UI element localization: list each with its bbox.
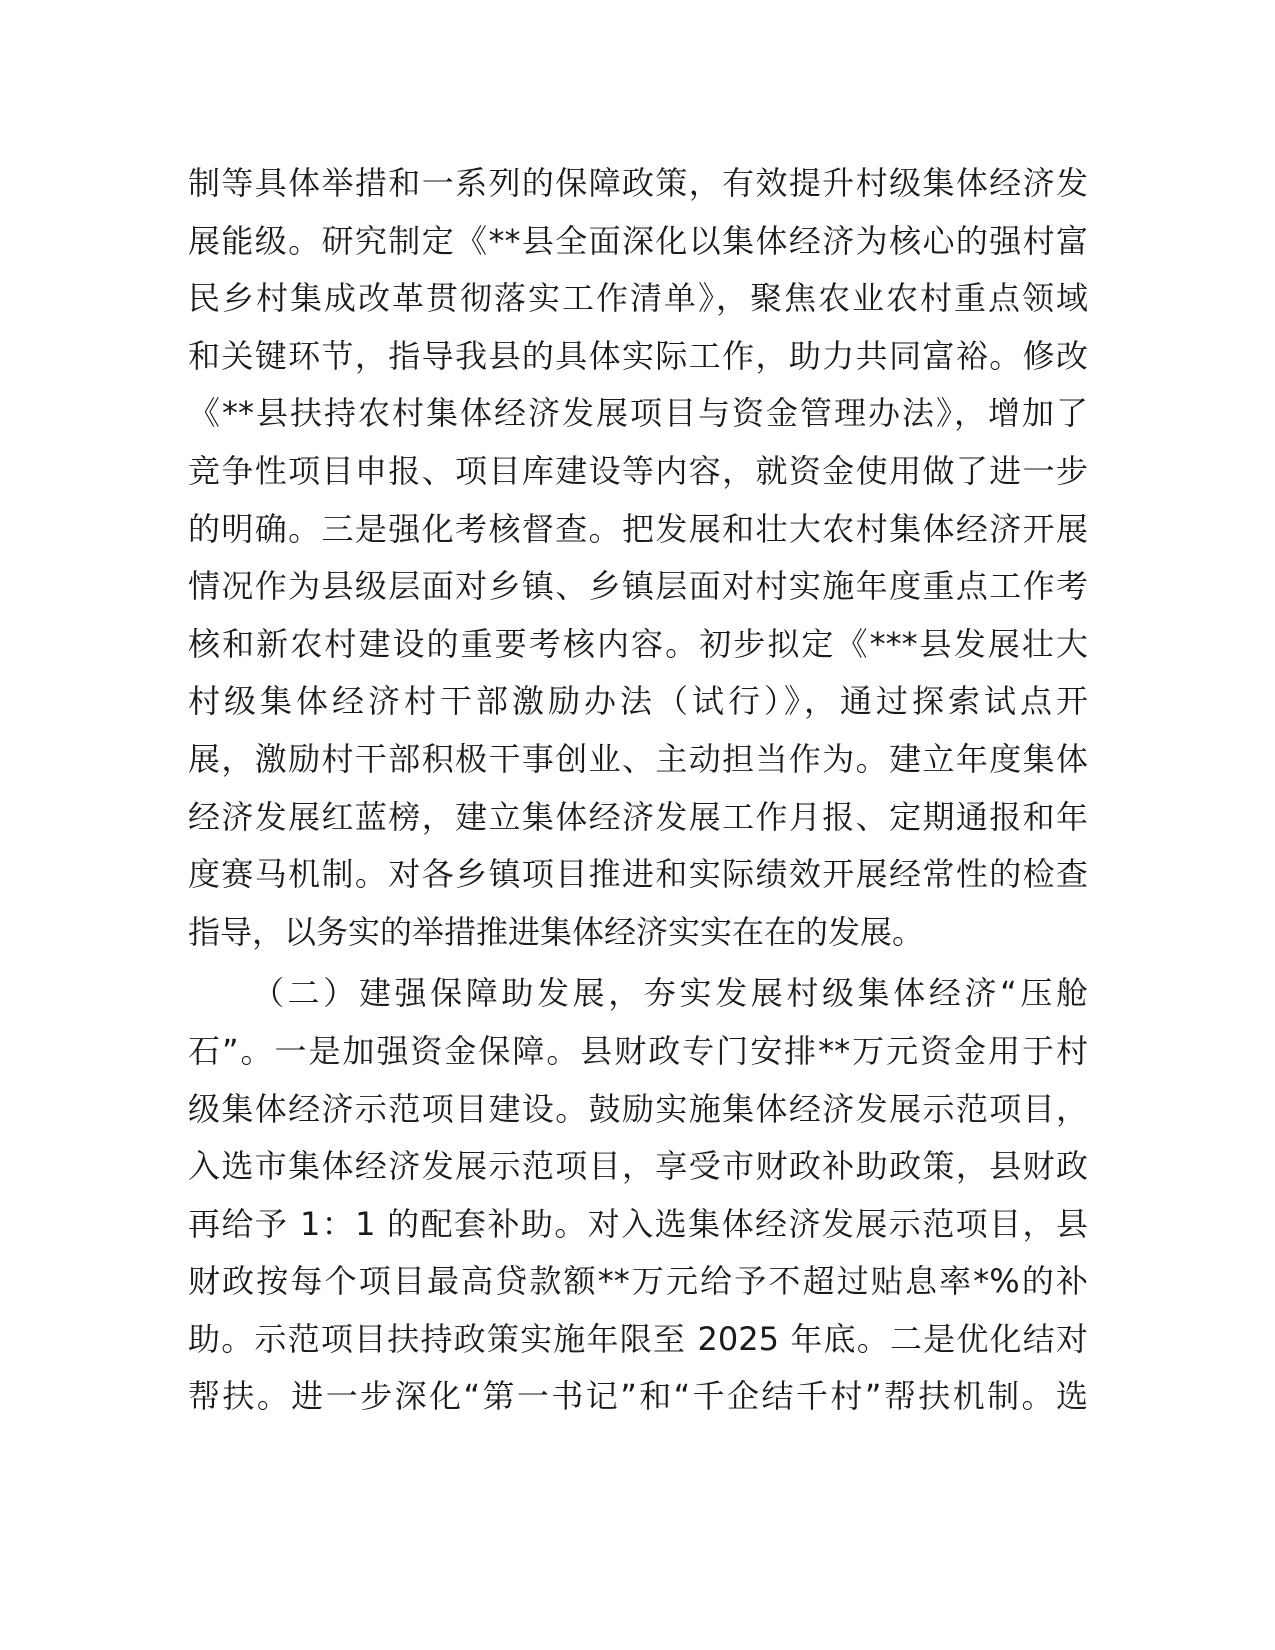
section-heading-line: （二）建强保障助发展，夯实发展村级集体经济“压舱 (252, 974, 1088, 1013)
text-line: 的明确。三是强化考核督查。把发展和壮大农村集体经济开展 (188, 509, 1088, 548)
text-line: 展，激励村干部积极干事创业、主动担当作为。建立年度集体 (188, 739, 1088, 778)
text-line: 民乡村集成改革贯彻落实工作清单》，聚焦农业农村重点领域 (188, 279, 1088, 318)
text-line: 展能级。研究制定《**县全面深化以集体经济为核心的强村富 (188, 221, 1088, 260)
document-body (188, 155, 1088, 1426)
text-line: 助。示范项目扶持政策实施年限至 2025 年底。二是优化结对 (188, 1319, 1088, 1358)
text-line: 石”。一是加强资金保障。县财政专门安排**万元资金用于村 (188, 1031, 1088, 1070)
paragraph-2 (188, 965, 1088, 1426)
text-line: 再给予 1：1 的配套补助。对入选集体经济发展示范项目，县 (188, 1204, 1088, 1243)
text-line: 制等具体举措和一系列的保障政策，有效提升村级集体经济发 (188, 164, 1088, 202)
text-line: 和关键环节，指导我县的具体实际工作，助力共同富裕。修改 (188, 336, 1088, 375)
paragraph-1 (188, 155, 1088, 961)
text-line: 情况作为县级层面对乡镇、乡镇层面对村实施年度重点工作考 (188, 567, 1088, 606)
text-line: 《**县扶持农村集体经济发展项目与资金管理办法》，增加了 (188, 394, 1088, 433)
text-line: 指导，以务实的举措推进集体经济实实在在的发展。 (188, 912, 925, 951)
text-line: 级集体经济示范项目建设。鼓励实施集体经济发展示范项目， (188, 1089, 1088, 1128)
text-line: 帮扶。进一步深化“第一书记”和“千企结千村”帮扶机制。选 (188, 1377, 1088, 1416)
text-line: 财政按每个项目最高贷款额**万元给予不超过贴息率*%的补 (188, 1262, 1088, 1301)
text-line: 村级集体经济村干部激励办法（试行）》，通过探索试点开 (188, 682, 1088, 721)
text-line: 竞争性项目申报、项目库建设等内容，就资金使用做了进一步 (188, 451, 1088, 490)
text-line: 经济发展红蓝榜，建立集体经济发展工作月报、定期通报和年 (188, 797, 1088, 836)
text-line: 度赛马机制。对各乡镇项目推进和实际绩效开展经常性的检查 (188, 855, 1088, 894)
text-line: 核和新农村建设的重要考核内容。初步拟定《***县发展壮大 (188, 624, 1088, 663)
text-line: 入选市集体经济发展示范项目，享受市财政补助政策，县财政 (188, 1147, 1088, 1186)
